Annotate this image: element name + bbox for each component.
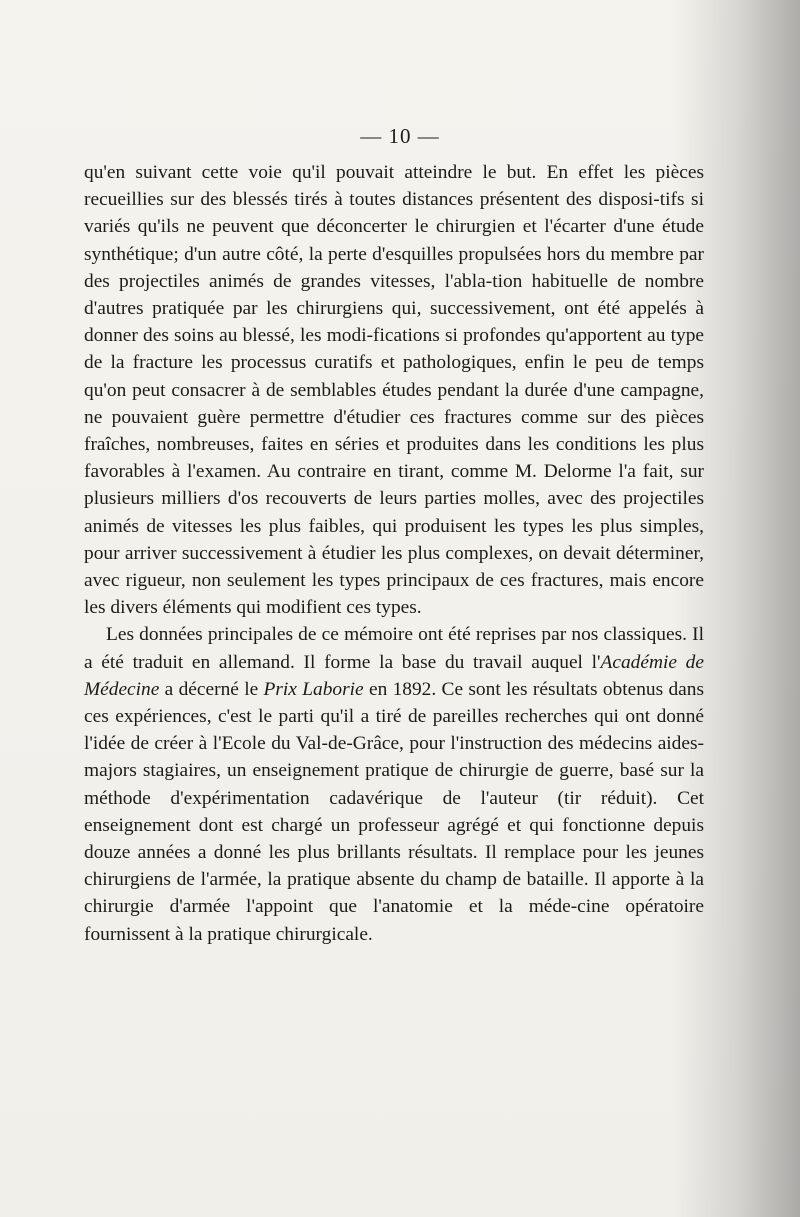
- paragraph-2-part-1: Les données principales de ce mémoire ont été reprises par nos classiques. Il a été traduit en allemand. Il forme la base du travail auquel l': [84, 624, 704, 673]
- academie-de-medecine: Académie de Médecine: [84, 651, 704, 700]
- page-number: — 10 —: [360, 124, 440, 148]
- paragraph-1: qu'en suivant cette voie qu'il pouvait atteindre le but. En effet les pièces recueillies sur des blessés tirés à toutes distances présentent des disposi-tifs si variés qu'ils ne peuvent que déconcerter le chirurgien et l'écarter d'une étude synthétique; d'un autre côté, la perte d'esquilles propulsées hors du membre par des projectiles animés de grandes vitesses, l'abla-tion habituelle de nombre d'autres pratiquée par les chirurgiens qui, successivement, ont été appelés à donner des soins au blessé, les modi-fications si profondes qu'apportent au type de la fracture les processus curatifs et pathologiques, enfin le peu de temps qu'on peut consacrer à de semblables études pendant la durée d'une campagne, ne pouvaient guère permettre d'étudier ces fractures comme sur des pièces fraîches, nombreuses, faites en séries et produites dans les conditions les plus favorables à l'examen. Au contraire en tirant, comme M. Delorme l'a fait, sur plusieurs milliers d'os recouverts de leurs parties molles, avec des projectiles animés de vitesses les plus faibles, qui produisent les types les plus simples, pour arriver successivement à étudier les plus complexes, on devait déterminer, avec rigueur, non seulement les types principaux de ces fractures, mais encore les divers éléments qui modifient ces types.: [84, 162, 704, 619]
- paragraph-2: [84, 621, 704, 947]
- prix-laborie: Prix Laborie: [263, 678, 364, 700]
- paragraph-2-part-3: en 1892. Ce sont les résultats obtenus dans ces expériences, c'est le parti qu'il a tiré de pareilles recherches qui ont donné l'idée de créer à l'Ecole du Val-de-Grâce, pour l'instruction des médecins aides-majors stagiaires, un enseignement pratique de chirurgie de guerre, basé sur la méthode d'expérimentation cadavérique de l'auteur (tir réduit). Cet enseignement dont est chargé un professeur agrégé et qui fonctionne depuis douze années a donné les plus brillants résultats. Il remplace pour les jeunes chirurgiens de l'armée, la pratique absente du champ de bataille. Il apporte à la chirurgie d'armée l'appoint que l'anatomie et la méde-cine opératoire fournissent à la pratique chirurgicale.: [84, 678, 705, 945]
- paragraph-2-part-2: a décerné le: [159, 678, 264, 700]
- body-text: [84, 159, 704, 948]
